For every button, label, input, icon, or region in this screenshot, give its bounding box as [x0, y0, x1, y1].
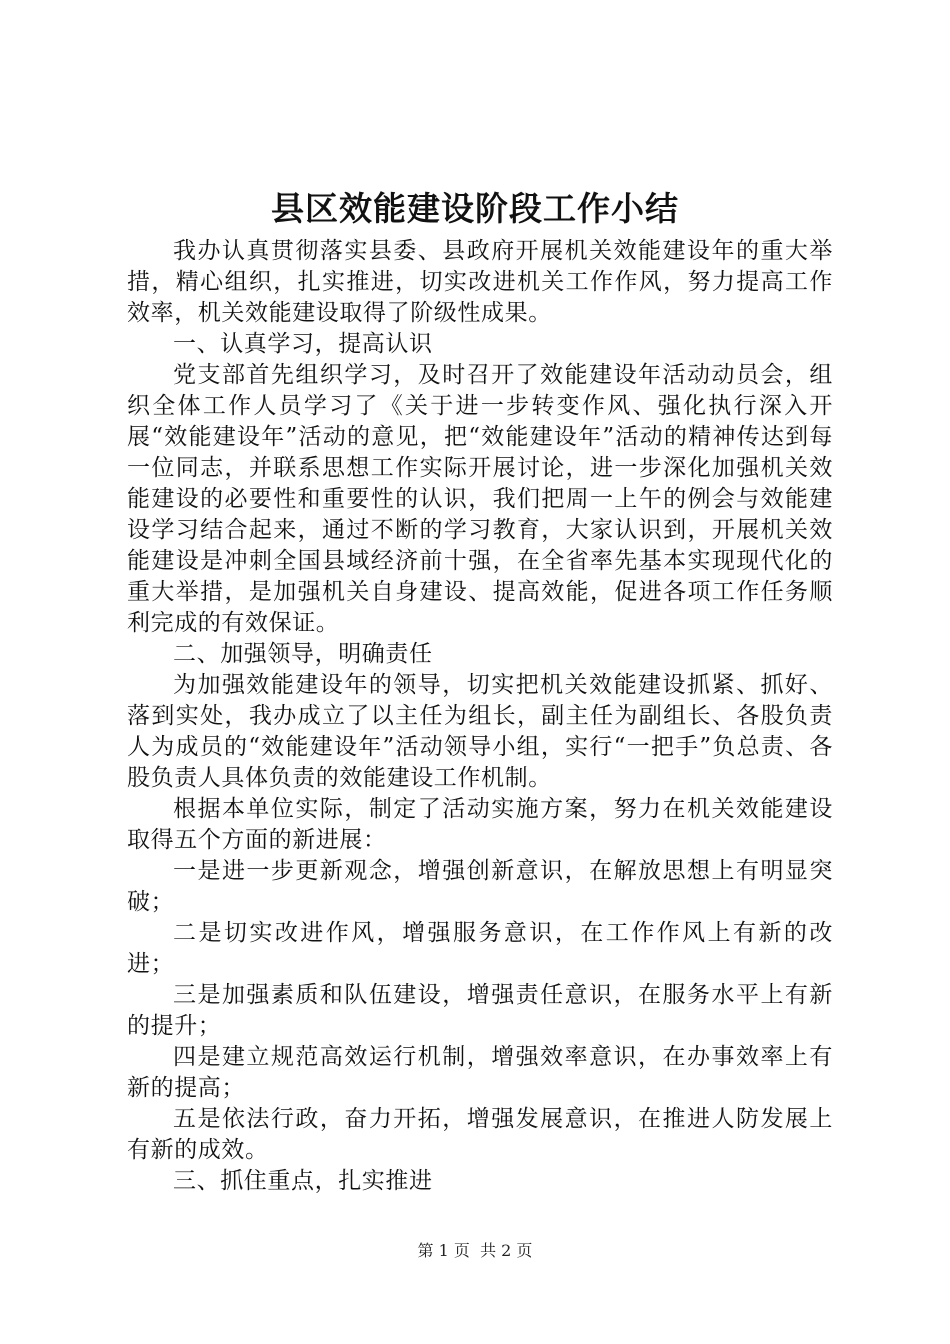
section-heading-1: 一、认真学习，提高认识 — [173, 331, 433, 357]
section-heading-2: 二、加强领导，明确责任 — [173, 641, 433, 667]
section-2-paragraph-2: 根据本单位实际，制定了活动实施方案，努力在机关效能建设取得五个方面的新进展： — [127, 796, 833, 853]
list-item-5: 五是依法行政，奋力开拓，增强发展意识，在推进人防发展上有新的成效。 — [127, 1106, 833, 1163]
list-item-2: 二是切实改进作风，增强服务意识，在工作作风上有新的改进； — [127, 920, 833, 977]
document-body — [127, 236, 833, 1197]
section-2-paragraph-1: 为加强效能建设年的领导，切实把机关效能建设抓紧、抓好、落到实处，我办成立了以主任为组长，副主任为副组长、各股负责人为成员的“效能建设年”活动领导小组，实行“一把手”负总责、各股负责人具体负责的效能建设工作机制。 — [127, 672, 833, 791]
page-footer — [0, 1240, 950, 1262]
section-heading-3: 三、抓住重点，扎实推进 — [173, 1168, 433, 1194]
intro-paragraph: 我办认真贯彻落实县委、县政府开展机关效能建设年的重大举措，精心组织，扎实推进，切实改进机关工作作风，努力提高工作效率，机关效能建设取得了阶级性成果。 — [127, 238, 833, 326]
list-item-1: 一是进一步更新观念，增强创新意识，在解放思想上有明显突破； — [127, 858, 833, 915]
page-number: 第 1 页 共 2 页 — [417, 1241, 533, 1260]
document-title: 县区效能建设阶段工作小结 — [271, 189, 679, 228]
section-1-paragraph: 党支部首先组织学习，及时召开了效能建设年活动动员会，组织全体工作人员学习了《关于进一步转变作风、强化执行深入开展“效能建设年”活动的意见，把“效能建设年”活动的精神传达到每一位同志，并联系思想工作实际开展讨论，进一步深化加强机关效能建设的必要性和重要性的认识，我们把周一上午的例会与效能建设学习结合起来，通过不断的学习教育，大家认识到，开展机关效能建设是冲刺全国县域经济前十强，在全省率先基本实现现代化的重大举措，是加强机关自身建设、提高效能，促进各项工作任务顺利完成的有效保证。 — [127, 362, 833, 636]
list-item-3: 三是加强素质和队伍建设，增强责任意识，在服务水平上有新的提升； — [127, 982, 833, 1039]
list-item-4: 四是建立规范高效运行机制，增强效率意识，在办事效率上有新的提高； — [127, 1044, 833, 1101]
